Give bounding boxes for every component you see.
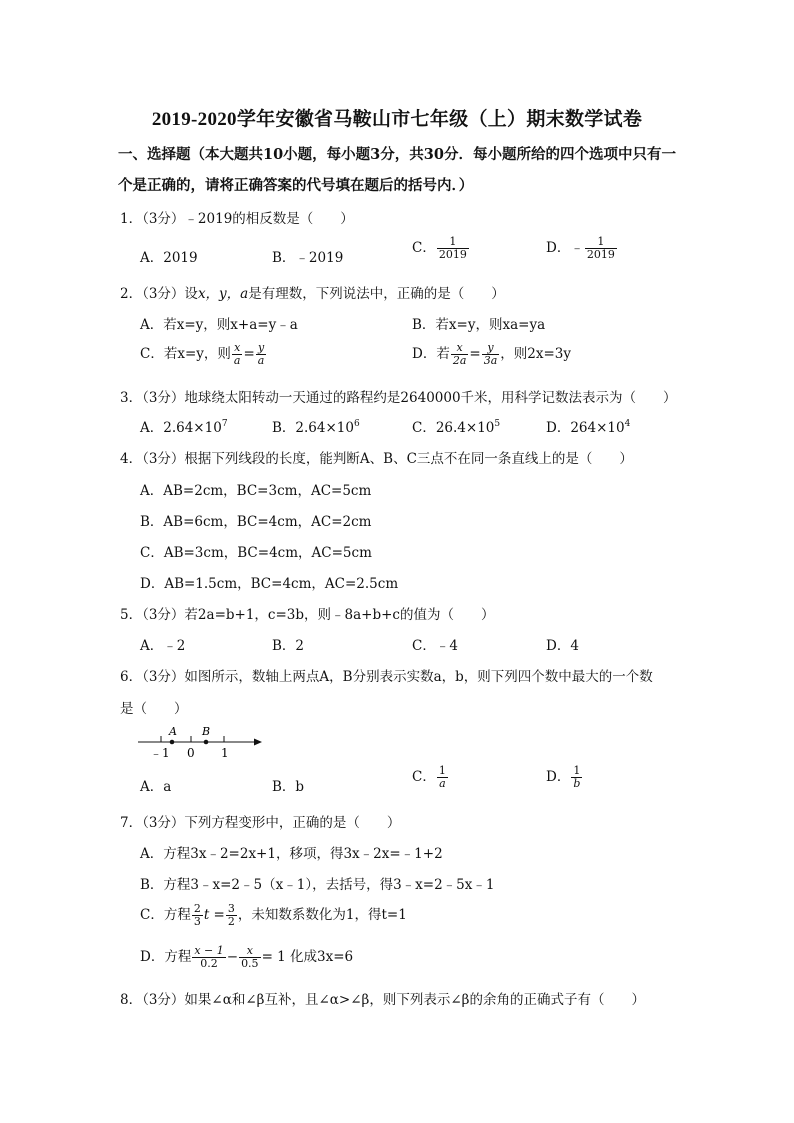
q1-option-c [412,236,470,261]
q2-d-f1-num: x [451,342,469,355]
q7-c-f1-den: 3 [193,915,201,928]
q6-c-num: 1 [438,764,446,777]
tick-label-minus-1: ﹣1 [150,746,170,760]
q2-d-eq: = [469,346,481,362]
q2-stem-vars: x，y，a [197,286,249,302]
q2-c-frac-1 [232,342,243,367]
q6-c-prefix: C． [412,769,436,785]
q2-d-pre: D．若 [412,346,450,362]
q2-option-a: A．若x=y，则x+a=y﹣a [140,317,298,333]
tick-label-0: 0 [187,746,195,760]
q1-d-den: 2019 [586,248,615,261]
q2-d-frac-2 [482,342,500,367]
q1-option-a: A．2019 [140,250,198,266]
q3-d-base: D．264×10 [546,420,625,436]
q7-c-f2-den: 2 [227,915,235,928]
section-heading: 一、选择题（本大题共10小题，每小题3分，共30分．每小题所给的四个选项中只有一个是正确的，请将正确答案的代号填在题后的括号内．） [118,146,676,194]
q6-option-a: A．a [140,779,172,795]
q3-b-base: B．2.64×10 [272,420,354,436]
q6-d-den: b [573,777,581,790]
q7-d-minus: − [226,949,239,965]
point-a [170,740,175,745]
tick-label-1: 1 [221,746,229,760]
q2-option-d [412,342,571,367]
q5-option-c: C．﹣4 [412,638,458,654]
q2-option-b: B．若x=y，则xa=ya [412,317,546,333]
q2-c-f2-den: a [257,354,265,367]
q3-b-exp: 6 [353,419,360,429]
number-line-arrow [254,739,262,746]
q7-c-frac-2 [226,903,237,928]
q3-a-base: A．2.64×10 [140,420,222,436]
q3-option-c [412,416,500,436]
q6-option-d [546,765,583,790]
question-1-stem: 1．（3分）﹣2019的相反数是（ ） [120,211,354,227]
q5-option-b: B．2 [272,638,305,654]
q6-d-num: 1 [571,765,582,778]
q3-c-exp: 5 [494,419,501,429]
q7-option-c [140,903,407,928]
question-2-stem [120,282,505,302]
q3-a-exp: 7 [221,419,228,429]
question-4-stem: 4．（3分）根据下列线段的长度，能判断A、B、C三点不在同一条直线上的是（ ） [120,451,633,467]
q1-option-d [546,236,618,261]
q1-option-b: B．﹣2019 [272,250,344,266]
q7-c-f1-num: 2 [193,902,201,915]
question-6-stem-line-2: 是（ ） [120,701,188,717]
q7-d-post: = 1 化成3x=6 [261,949,354,965]
q2-d-f2-den: 3a [483,354,498,367]
q4-option-b: B．AB=6cm，BC=4cm，AC=2cm [140,514,372,530]
q4-option-c: C．AB=3cm，BC=4cm，AC=5cm [140,545,372,561]
q5-option-d: D．4 [546,638,579,654]
q7-c-post: ，未知数系数化为1，得t=1 [237,907,407,923]
page-title: 2019-2020学年安徽省马鞍山市七年级（上）期末数学试卷 [151,109,643,130]
question-6-stem-line-1: 6．（3分）如图所示，数轴上两点A，B分别表示实数a，b，则下列四个数中最大的一个数 [120,669,653,685]
q6-option-c [412,765,449,790]
question-8-stem: 8．（3分）如果∠α和∠β互补，且∠α>∠β，则下列表示∠β的余角的正确式子有（ ） [120,992,645,1008]
q7-d-f2-num: x [239,945,261,958]
q2-c-f1-den: a [233,354,241,367]
q7-d-frac-2 [239,945,261,970]
q6-d-fraction [571,765,582,790]
q3-option-b [272,416,360,436]
point-a-label: A [169,725,177,738]
q4-option-a: A．AB=2cm，BC=3cm，AC=5cm [140,483,372,499]
q5-option-a: A．﹣2 [140,638,186,654]
question-3-stem: 3．（3分）地球绕太阳转动一天通过的路程约是2640000千米，用科学记数法表示为（ ） [120,390,677,406]
q7-c-pre: C．方程 [140,907,191,923]
q2-option-c [140,342,267,367]
q3-option-a [140,416,228,436]
q2-c-frac-2 [256,342,267,367]
q2-stem-pre: 2．（3分）设 [120,286,198,302]
q1-c-prefix: C． [412,240,436,256]
q7-option-a: A．方程3x﹣2=2x+1，移项，得3x﹣2x=﹣1+2 [140,846,443,862]
q2-c-f1-num: x [232,342,243,355]
q2-stem-post: 是有理数，下列说法中，正确的是（ ） [248,286,505,302]
q2-c-pre: C．若x=y，则 [140,346,231,362]
q6-d-prefix: D． [546,769,571,785]
q7-d-f2-den: 0.5 [241,957,259,970]
q2-d-f1-den: 2a [452,354,467,367]
q1-d-num: 1 [585,236,617,249]
q3-option-d [546,416,630,436]
q1-d-fraction [585,236,617,261]
q1-d-prefix: D．﹣ [546,240,584,256]
q7-d-pre: D．方程 [140,949,192,965]
q1-c-fraction [437,236,469,261]
q6-c-den: a [439,777,446,790]
point-b-label: B [202,725,211,738]
q6-option-b: B．b [272,779,305,795]
q7-option-b: B．方程3﹣x=2﹣5（x﹣1），去括号，得3﹣x=2﹣5x﹣1 [140,877,495,893]
q7-c-frac-1 [192,903,203,928]
question-5-stem: 5．（3分）若2a=b+1，c=3b，则﹣8a+b+c的值为（ ） [120,607,495,623]
q2-c-f2-num: y [256,342,267,355]
q2-d-frac-1 [451,342,469,367]
q2-d-post: ，则2x=3y [500,346,571,362]
question-7-stem: 7．（3分）下列方程变形中，正确的是（ ） [120,815,401,831]
point-b [204,740,209,745]
q7-d-frac-1 [192,945,225,970]
q1-c-num: 1 [437,236,469,249]
q7-c-mid: t = [203,907,225,923]
q1-c-den: 2019 [438,248,467,261]
q7-d-f1-num: x − 1 [194,944,224,957]
q6-c-fraction [437,765,448,790]
q2-c-eq: = [243,346,255,362]
number-line-figure [136,724,276,760]
q7-option-d [140,945,353,970]
q7-c-f2-num: 3 [227,902,235,915]
q7-d-f1-den: 0.2 [200,957,218,970]
q3-d-exp: 4 [624,419,631,429]
q4-option-d: D．AB=1.5cm，BC=4cm，AC=2.5cm [140,576,399,592]
q2-d-f2-num: y [482,342,500,355]
q3-c-base: C．26.4×10 [412,420,495,436]
